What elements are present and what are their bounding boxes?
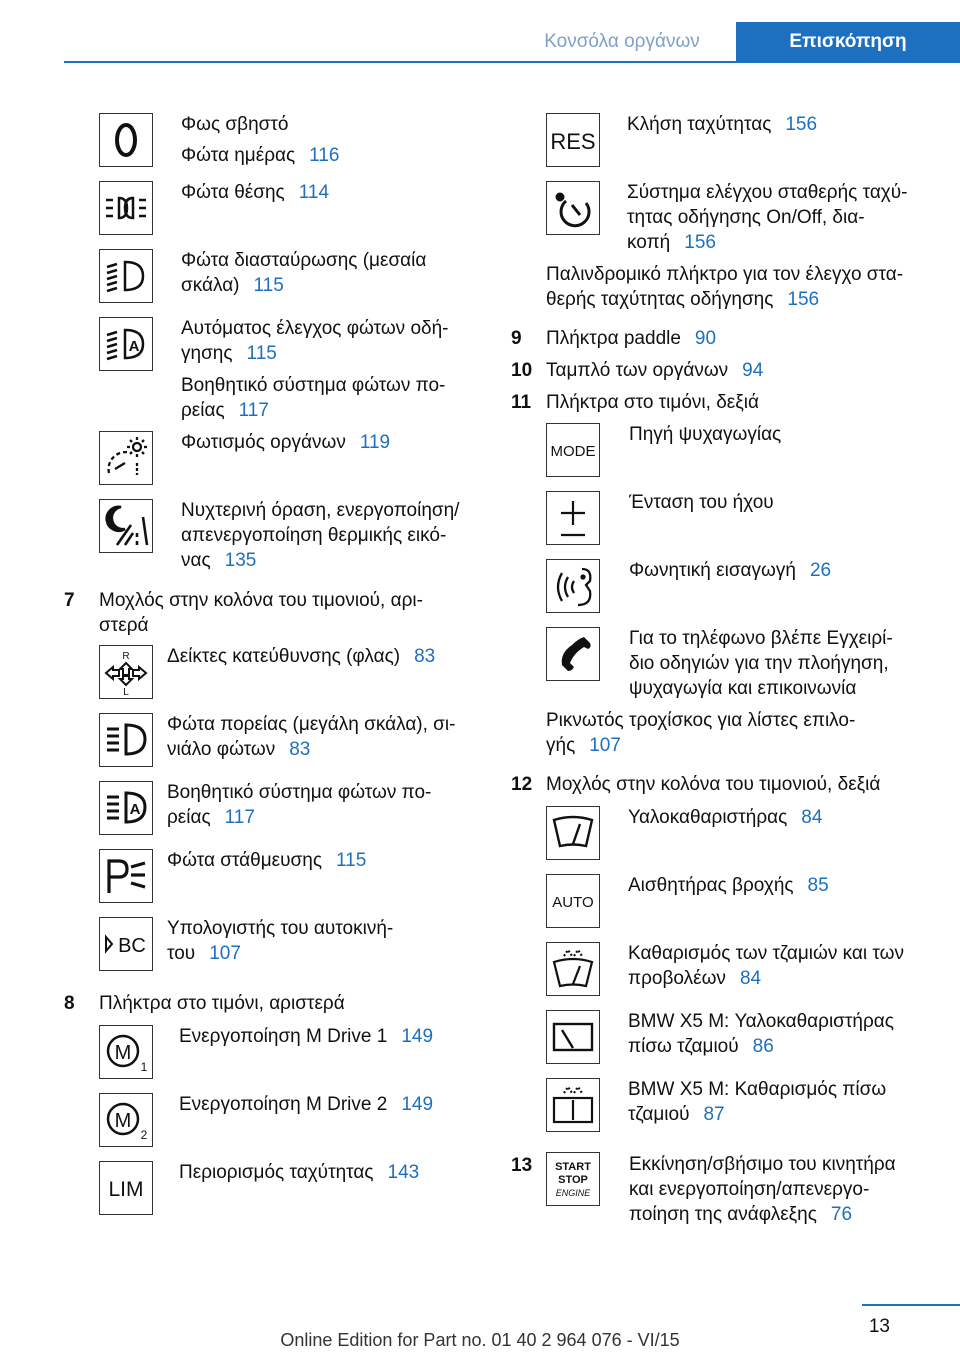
m-drive-2-label: Ενεργοποίηση M Drive 2 149 [179, 1094, 434, 1115]
high-beam-icon [99, 713, 153, 767]
auto-headlight-label-2: γησης 115 [181, 343, 277, 364]
night-vision-label-3: νας 135 [181, 550, 257, 571]
rear-washer-icon [546, 1078, 600, 1132]
rear-wiper-icon [546, 1010, 600, 1064]
svg-text:RES: RES [550, 129, 596, 154]
thumbwheel-label-2: γής 107 [546, 735, 621, 756]
phone-label-3: ψυχαγωγία και επικοινωνία [629, 678, 857, 699]
high-beam-label-2: νιάλο φώτων 83 [167, 739, 311, 760]
item-number-13: 13 [511, 1155, 533, 1176]
svg-text:2: 2 [140, 1128, 148, 1142]
item-12-label: Μοχλός στην κολόνα του τιμονιού, δεξιά [546, 774, 881, 795]
mode-button-icon [546, 423, 600, 477]
item-number-11: 11 [511, 392, 532, 413]
daytime-lights-label: Φώτα ημέρας 116 [181, 145, 340, 166]
parking-lights-label: Φώτα θέσης 114 [181, 182, 330, 203]
wiper-icon [546, 806, 600, 860]
bc-label-2: του 107 [167, 943, 241, 964]
start-stop-label-2: και ενεργοποίηση/απενεργο- [629, 1179, 870, 1200]
svg-text:R: R [122, 651, 130, 662]
low-beam-label-2: σκάλα) 115 [181, 275, 284, 296]
item-10-label: Ταμπλό των οργάνων 94 [546, 360, 764, 381]
high-beam-assist-label-2: ρείας 117 [181, 400, 269, 421]
rear-wiper-label-1: BMW X5 M: Υαλοκαθαριστήρας [628, 1011, 894, 1032]
entertainment-source-label: Πηγή ψυχαγωγίας [629, 424, 782, 445]
m-drive-1-label: Ενεργοποίηση M Drive 1 149 [179, 1026, 434, 1047]
rear-wiper-label-2: πίσω τζαμιού 86 [628, 1036, 774, 1057]
voice-input-label: Φωνητική εισαγωγή 26 [629, 560, 832, 581]
cruise-control-label-2: τητας οδήγησης On/Off, δια- [627, 207, 865, 228]
high-beam-assist2-label-1: Βοηθητικό σύστημα φώτων πο- [167, 782, 432, 803]
svg-text:A: A [128, 338, 140, 355]
parking-light-label: Φώτα στάθμευσης 115 [167, 850, 367, 871]
phone-label-2: διο οδηγιών για την πλοήγηση, [629, 653, 889, 674]
footer-rule [862, 1304, 960, 1306]
light-off-label: Φως σβηστό [181, 114, 289, 135]
cruise-control-icon [546, 181, 600, 235]
washer-icon [546, 942, 600, 996]
svg-text:STOP: STOP [558, 1174, 588, 1186]
bc-label-1: Υπολογιστής του αυτοκινή- [167, 918, 394, 939]
m2-button-icon [99, 1093, 153, 1147]
bc-button-icon [99, 917, 153, 971]
item-7-label-2: στερά [99, 615, 149, 636]
low-beam-label-1: Φώτα διασταύρωσης (μεσαία [181, 250, 427, 271]
night-vision-label-1: Νυχτερινή όραση, ενεργοποίηση/ [181, 500, 460, 521]
start-stop-label-3: ποίηση της ανάφλεξης 76 [629, 1204, 853, 1225]
svg-text:MODE: MODE [550, 443, 596, 460]
parking-light-icon [99, 849, 153, 903]
rocker-label-2: θερής ταχύτητας οδήγησης 156 [546, 289, 820, 310]
svg-text:M: M [114, 1110, 132, 1132]
night-vision-icon [99, 499, 153, 553]
page-number: 13 [868, 1316, 890, 1337]
svg-text:LIM: LIM [108, 1178, 144, 1201]
instrument-lighting-label: Φωτισμός οργάνων 119 [181, 432, 391, 453]
svg-text:M: M [114, 1042, 132, 1064]
svg-text:ENGINE: ENGINE [555, 1188, 591, 1198]
svg-text:START: START [555, 1161, 591, 1173]
svg-text:A: A [129, 801, 141, 818]
lights-off-icon [99, 113, 153, 167]
item-number-7: 7 [64, 590, 75, 611]
item-number-10: 10 [511, 360, 533, 381]
night-vision-label-2: απενεργοποίηση θερμικής εικό- [181, 525, 447, 546]
rear-washer-label-2: τζαμιού 87 [628, 1104, 725, 1125]
high-beam-assist2-label-2: ρείας 117 [167, 807, 255, 828]
start-stop-label-1: Εκκίνηση/σβήσιμο του κινητήρα [629, 1154, 896, 1175]
washer-label-1: Καθαρισμός των τζαμιών και των [628, 943, 904, 964]
section-title: Κονσόλα οργάνων [508, 22, 736, 62]
item-number-8: 8 [64, 993, 75, 1014]
item-number-9: 9 [511, 328, 522, 349]
volume-icon [546, 491, 600, 545]
svg-text:BC: BC [118, 935, 146, 957]
edition-footer: Online Edition for Part no. 01 40 2 964 076 - VI/15 [280, 1330, 680, 1350]
instrument-lighting-icon [99, 431, 153, 485]
high-beam-assist-icon [99, 781, 153, 835]
cruise-control-label-3: κοπή 156 [627, 232, 716, 253]
lim-button-icon [99, 1161, 153, 1215]
volume-label: Ένταση του ήχου [629, 492, 774, 513]
m1-button-icon [99, 1025, 153, 1079]
item-11-label: Πλήκτρα στο τιμόνι, δεξιά [546, 392, 759, 413]
item-8-label: Πλήκτρα στο τιμόνι, αριστερά [99, 993, 345, 1014]
start-stop-icon [546, 1152, 600, 1206]
item-9-label: Πλήκτρα paddle 90 [546, 328, 717, 349]
washer-label-2: προβολέων 84 [628, 968, 762, 989]
auto-headlight-icon [99, 317, 153, 371]
thumbwheel-label-1: Ρικνωτός τροχίσκος για λίστες επιλο- [546, 710, 856, 731]
svg-text:L: L [123, 687, 129, 695]
rocker-label-1: Παλινδρομικό πλήκτρο για τον έλεγχο στα- [546, 264, 904, 285]
resume-speed-label: Κλήση ταχύτητας 156 [627, 114, 818, 135]
res-button-icon [546, 113, 600, 167]
item-7-label-1: Μοχλός στην κολόνα του τιμονιού, αρι- [99, 590, 423, 611]
phone-icon [546, 627, 600, 681]
turn-signal-icon [99, 645, 153, 699]
cruise-control-label-1: Σύστημα ελέγχου σταθερής ταχύ- [627, 182, 908, 203]
rain-sensor-icon [546, 874, 600, 928]
tab-overview[interactable]: Επισκόπηση [736, 22, 960, 62]
header-rule [64, 61, 960, 63]
rain-sensor-label: Αισθητήρας βροχής 85 [628, 875, 829, 896]
high-beam-assist-label-1: Βοηθητικό σύστημα φώτων πο- [181, 375, 446, 396]
svg-text:AUTO: AUTO [552, 894, 594, 911]
svg-text:1: 1 [140, 1060, 148, 1074]
speed-limiter-label: Περιορισμός ταχύτητας 143 [179, 1162, 420, 1183]
parking-lights-icon [99, 181, 153, 235]
voice-input-icon [546, 559, 600, 613]
wiper-label: Υαλοκαθαριστήρας 84 [628, 807, 823, 828]
auto-headlight-label-1: Αυτόματος έλεγχος φώτων οδή- [181, 318, 449, 339]
rear-washer-label-1: BMW X5 M: Καθαρισμός πίσω [628, 1079, 887, 1100]
phone-label-1: Για το τηλέφωνο βλέπε Εγχειρί- [629, 628, 893, 649]
high-beam-label-1: Φώτα πορείας (μεγάλη σκάλα), σι- [167, 714, 456, 735]
turn-signal-label: Δείκτες κατεύθυνσης (φλας) 83 [167, 646, 436, 667]
item-number-12: 12 [511, 774, 533, 795]
low-beam-icon [99, 249, 153, 303]
